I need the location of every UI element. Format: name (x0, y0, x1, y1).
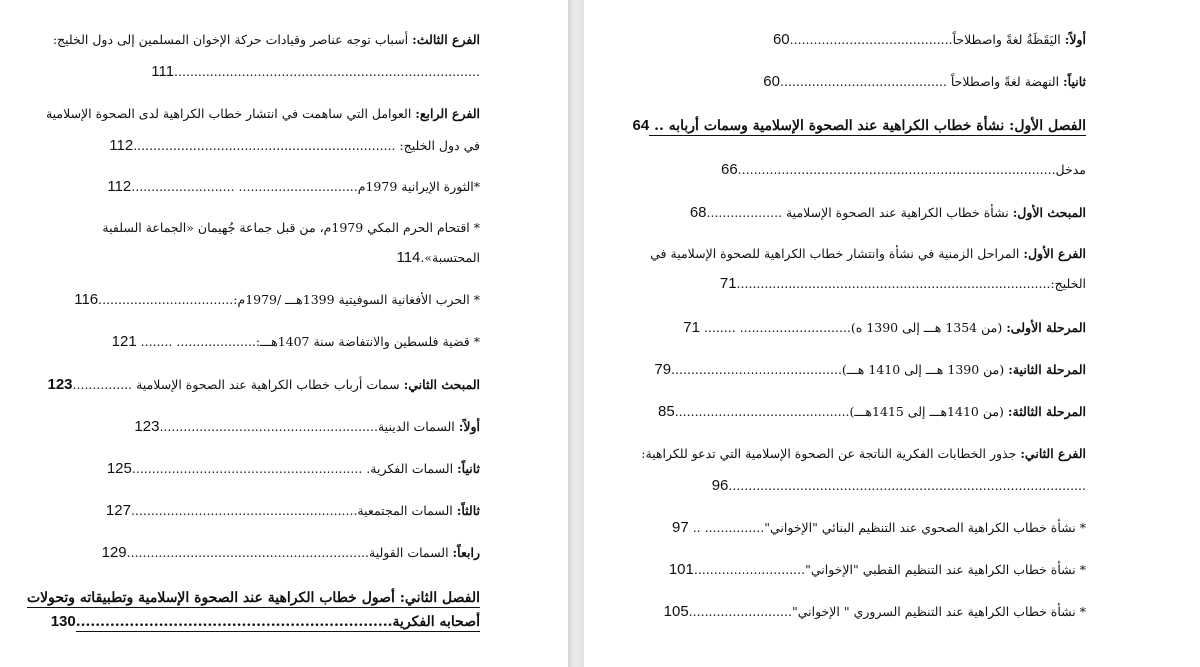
page-number: 129 (101, 544, 127, 561)
entry-text: * قضية فلسطين والانتفاضة سنة 1407هـــ:.................... ........ (136, 334, 480, 349)
entry-text: العوامل التي ساهمت في انتشار خطاب الكراهية لدى الصحوة الإسلامية (45, 106, 416, 121)
entry-label: الفرع الثاني: (1020, 446, 1086, 461)
toc-entry[interactable] (40, 459, 480, 479)
toc-entry[interactable] (674, 203, 1086, 223)
entry-label: رابعاً: (452, 545, 480, 560)
entry-label: الفرع الرابع: (415, 106, 480, 121)
entry-text-line2: في دول الخليج: .................................................................. (133, 138, 480, 153)
entry-text: (من 1390 هـــ إلى 1410 هـــ)........................................... (671, 362, 1009, 377)
toc-entry[interactable] (674, 318, 1086, 338)
entry-text: مدخل................................................................................ (737, 162, 1086, 177)
page-number: 105 (663, 603, 689, 620)
page-number: 60 (763, 73, 780, 90)
entry-label: الفرع الأول: (1023, 246, 1086, 261)
right-page (584, 0, 1200, 667)
entry-text: السمات الفكرية. .......................................................... (131, 461, 458, 476)
toc-entry[interactable] (654, 360, 1086, 380)
toc-entry[interactable] (40, 177, 480, 197)
page-number: 101 (668, 561, 694, 578)
toc-entry[interactable] (663, 602, 1086, 622)
entry-text: السمات المجتمعية......................................................... (130, 503, 457, 518)
entry-text: المراحل الزمنية في نشأة وانتشار خطاب الكراهية للصحوة الإسلامية في (650, 246, 1024, 261)
toc-entry[interactable] (674, 72, 1086, 92)
toc-entry[interactable] (40, 290, 480, 310)
entry-label: المرحلة الأولى: (1006, 320, 1086, 335)
entry-text: * اقتحام الحرم المكي 1979م، من قبل جماعة جُهيمان «الجماعة السلفية (102, 220, 480, 235)
entry-label: الفرع الثالث: (412, 32, 480, 47)
entry-text: أسباب توجه عناصر وقيادات حركة الإخوان المسلمين إلى دول الخليج: (52, 32, 413, 47)
entry-text: (من 1410هـــ إلى 1415هـــ)............................................ (674, 404, 1008, 419)
entry-text-line2: ............................................................................. (174, 64, 480, 79)
chapter-title-line2: أصحابه الفكرية................................................................. (75, 614, 480, 630)
page-number: 112 (107, 178, 132, 195)
chapter-heading[interactable] (632, 116, 1086, 136)
entry-text: * نشأة خطاب الكراهية الصحوي عند التنظيم البنائي "الإخواني"............... .. (688, 520, 1086, 535)
toc-entry[interactable] (668, 560, 1086, 580)
page-number: 116 (74, 291, 99, 308)
chapter-heading[interactable] (26, 588, 480, 632)
entry-text: * الحرب الأفغانية السوفيتية 1399هـــ /1979م:.................................. (98, 292, 480, 307)
page-number: 68 (689, 204, 707, 221)
page-number: 96 (711, 477, 729, 494)
chapter-title: الفصل الأول: نشأة خطاب الكراهية عند الصحوة الإسلامية وسمات أربابه .. (649, 118, 1086, 134)
toc-entry[interactable] (674, 30, 1086, 50)
toc-entry[interactable] (40, 30, 480, 82)
page-number: 66 (720, 161, 738, 178)
entry-text: سمات أرباب خطاب الكراهية عند الصحوة الإسلامية ............... (72, 377, 404, 392)
entry-text: اليَقَظَةُ لغةً واصطلاحاً......................................... (789, 32, 1065, 47)
toc-entry[interactable] (40, 332, 480, 352)
entry-label: ثانياً: (457, 461, 480, 476)
page-number: 127 (105, 502, 131, 519)
entry-text: * نشأة خطاب الكراهية عند التنظيم القطبي "الإخواني"............................ (693, 562, 1086, 577)
entry-label: أولاً: (1064, 32, 1086, 47)
entry-text: النهضة لغةً واصطلاحاً .......................................... (779, 74, 1064, 89)
page-number: 64 (632, 117, 650, 134)
entry-text-line2: .......................................................................................... (728, 478, 1086, 493)
entry-text: السمات القولية............................................................. (126, 545, 453, 560)
toc-entry[interactable] (658, 402, 1086, 422)
entry-label: المبحث الأول: (1012, 205, 1086, 220)
page-number: 97 (672, 519, 689, 536)
page-number: 112 (109, 137, 134, 154)
toc-entry[interactable] (674, 160, 1086, 180)
page-number: 121 (111, 333, 137, 350)
page-number: 71 (683, 319, 700, 336)
entry-label: ثالثاً: (456, 503, 480, 518)
page-number: 114 (396, 249, 421, 266)
toc-entry[interactable] (40, 417, 480, 437)
page-number: 123 (134, 418, 160, 435)
page-number: 125 (106, 460, 132, 477)
toc-entry[interactable] (650, 244, 1086, 294)
toc-entry[interactable] (40, 218, 480, 268)
entry-label: ثانياً: (1063, 74, 1086, 89)
entry-text-line2: المحتسبة». (420, 250, 480, 265)
entry-text: نشأة خطاب الكراهية عند الصحوة الإسلامية ................... (706, 205, 1013, 220)
page-number: 130 (50, 613, 76, 630)
entry-label: المبحث الثاني: (403, 377, 480, 392)
page-number: 123 (47, 376, 73, 393)
chapter-title: الفصل الثاني: أصول خطاب الكراهية عند الصحوة الإسلامية وتطبيقاته وتحولات (26, 590, 480, 606)
page-number: 85 (658, 403, 675, 420)
left-page (0, 0, 568, 667)
entry-text: (من 1354 هـــ إلى 1390 ه)............................ ........ (699, 320, 1007, 335)
toc-entry[interactable] (40, 501, 480, 521)
entry-label: المرحلة الثانية: (1008, 362, 1086, 377)
page-number: 60 (772, 31, 790, 48)
page-number: 79 (654, 361, 672, 378)
entry-text: * نشأة خطاب الكراهية عند التنظيم السروري " الإخواني".......................... (688, 604, 1086, 619)
entry-text-line2: الخليج:............................................................................... (736, 276, 1086, 291)
toc-entry[interactable] (674, 518, 1086, 538)
page-number: 111 (151, 63, 175, 80)
entry-text: *الثورة الإيرانية 1979م.............................. .......................... (131, 179, 480, 194)
toc-entry[interactable] (40, 104, 480, 156)
toc-entry[interactable] (40, 543, 480, 563)
page-gutter (568, 0, 584, 667)
entry-label: أولاً: (458, 419, 480, 434)
entry-text: جذور الخطابات الفكرية الناتجة عن الصحوة الإسلامية التي تدعو للكراهية: (641, 446, 1021, 461)
toc-entry[interactable] (40, 375, 480, 395)
page-number: 71 (719, 275, 737, 292)
entry-label: المرحلة الثالثة: (1007, 404, 1086, 419)
toc-entry[interactable] (641, 444, 1086, 496)
entry-text: السمات الدينية....................................................... (159, 419, 459, 434)
